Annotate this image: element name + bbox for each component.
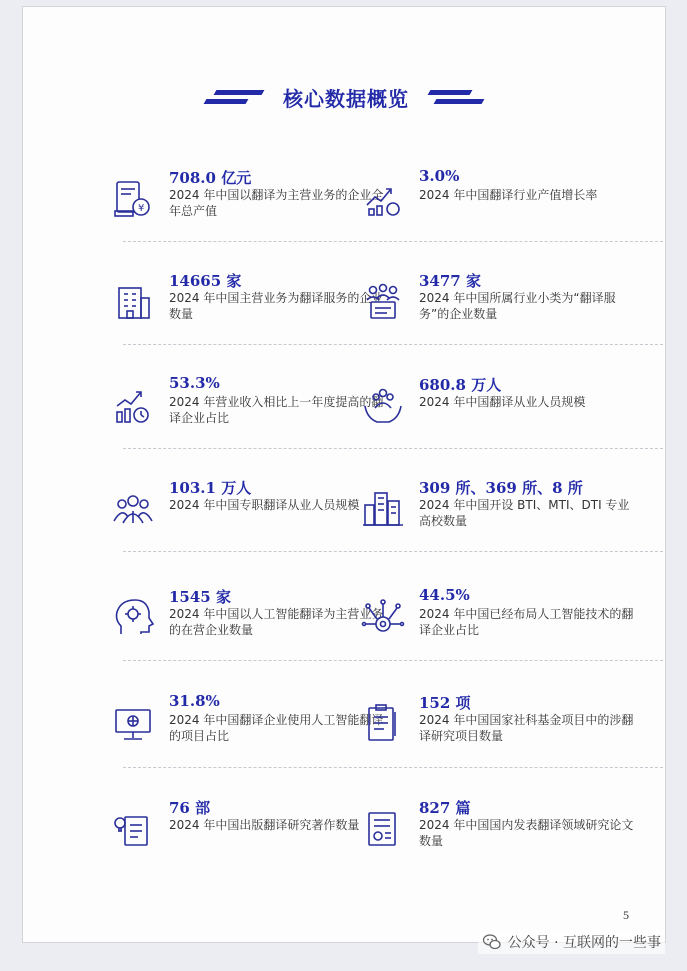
stat-description: 2024 年中国专职翻译从业人员规模 — [169, 498, 360, 512]
stat-item-fulltime-translators — [111, 477, 391, 562]
stat-description: 2024 年中国以翻译为主营业务的企业全年总产值 — [169, 188, 384, 218]
stat-item-revenue-increase — [111, 374, 391, 459]
stat-item-research-papers — [361, 797, 641, 882]
ai-head-icon — [111, 596, 155, 640]
row-divider — [123, 551, 663, 552]
city-buildings-icon — [361, 487, 405, 531]
clipboard-icon — [361, 702, 405, 746]
title-decoration-left — [205, 90, 263, 104]
row-divider — [123, 241, 663, 242]
row-divider — [123, 448, 663, 449]
ai-network-icon — [361, 596, 405, 640]
stat-value: 708.0 亿元 — [169, 169, 252, 187]
stat-description: 2024 年中国翻译从业人员规模 — [419, 395, 586, 409]
stat-value: 680.8 万人 — [419, 376, 502, 394]
stat-description: 2024 年中国出版翻译研究著作数量 — [169, 818, 360, 832]
row-divider — [123, 660, 663, 661]
computer-icon — [111, 702, 155, 746]
stat-value: 3.0% — [419, 167, 460, 185]
stat-description: 2024 年中国国内发表翻译领域研究论文数量 — [419, 818, 634, 848]
stat-description: 2024 年中国翻译企业使用人工智能翻译的项目占比 — [169, 713, 384, 743]
document-money-icon — [111, 177, 155, 221]
stat-value: 76 部 — [169, 799, 211, 817]
stat-description: 2024 年中国已经布局人工智能技术的翻译企业占比 — [419, 607, 634, 637]
stat-value: 14665 家 — [169, 272, 242, 290]
stat-value: 44.5% — [419, 586, 470, 604]
row-divider — [123, 767, 663, 768]
stat-item-total-output — [111, 167, 391, 252]
stat-description: 2024 年中国国家社科基金项目中的涉翻译研究项目数量 — [419, 713, 634, 743]
footer-text[interactable]: 公众号 · 互联网的一些事 — [507, 935, 661, 951]
stat-description: 2024 年中国主营业务为翻译服务的企业数量 — [169, 291, 384, 321]
stat-item-enterprise-count — [111, 270, 391, 355]
svg-text:¥: ¥ — [138, 203, 145, 214]
section-header — [23, 82, 665, 112]
section-title: 核心数据概览 — [283, 86, 409, 111]
stat-item-ai-projects — [111, 692, 391, 777]
page-number: 5 — [623, 908, 629, 922]
stat-description: 2024 年中国翻译行业产值增长率 — [419, 188, 598, 202]
stat-value: 3477 家 — [419, 272, 481, 290]
stat-description: 2024 年营业收入相比上一年度提高的翻译企业占比 — [169, 395, 384, 425]
stat-item-ai-enterprises — [111, 586, 391, 671]
title-decoration-right — [429, 90, 483, 104]
stat-value: 152 项 — [419, 694, 471, 712]
wechat-footer — [478, 930, 665, 954]
growth-chart-icon — [361, 177, 405, 221]
rising-chart-icon — [111, 384, 155, 428]
stat-item-ai-adoption — [361, 586, 641, 671]
stat-item-research-projects — [361, 692, 641, 777]
stat-item-universities — [361, 477, 641, 562]
stat-value: 309 所、369 所、8 所 — [419, 479, 583, 497]
book-idea-icon — [111, 807, 155, 851]
stat-value: 103.1 万人 — [169, 479, 252, 497]
paper-report-icon — [361, 807, 405, 851]
stat-description: 2024 年中国以人工智能翻译为主营业务的在营企业数量 — [169, 607, 384, 637]
report-page — [22, 6, 666, 943]
stat-item-growth-rate — [361, 167, 641, 252]
stat-description: 2024 年中国开设 BTI、MTI、DTI 专业高校数量 — [419, 498, 630, 528]
team-board-icon — [361, 280, 405, 324]
stat-item-practitioners — [361, 374, 641, 459]
wechat-icon — [482, 932, 502, 952]
building-icon — [111, 280, 155, 324]
stat-value: 1545 家 — [169, 588, 231, 606]
row-divider — [123, 344, 663, 345]
stat-item-publications — [111, 797, 391, 882]
stat-value: 31.8% — [169, 692, 220, 710]
people-group-icon — [111, 487, 155, 531]
hands-people-icon — [361, 384, 405, 428]
stat-value: 827 篇 — [419, 799, 471, 817]
stat-description: 2024 年中国所属行业小类为“翻译服务”的企业数量 — [419, 291, 616, 321]
stat-value: 53.3% — [169, 374, 220, 392]
stat-item-industry-subclass — [361, 270, 641, 355]
